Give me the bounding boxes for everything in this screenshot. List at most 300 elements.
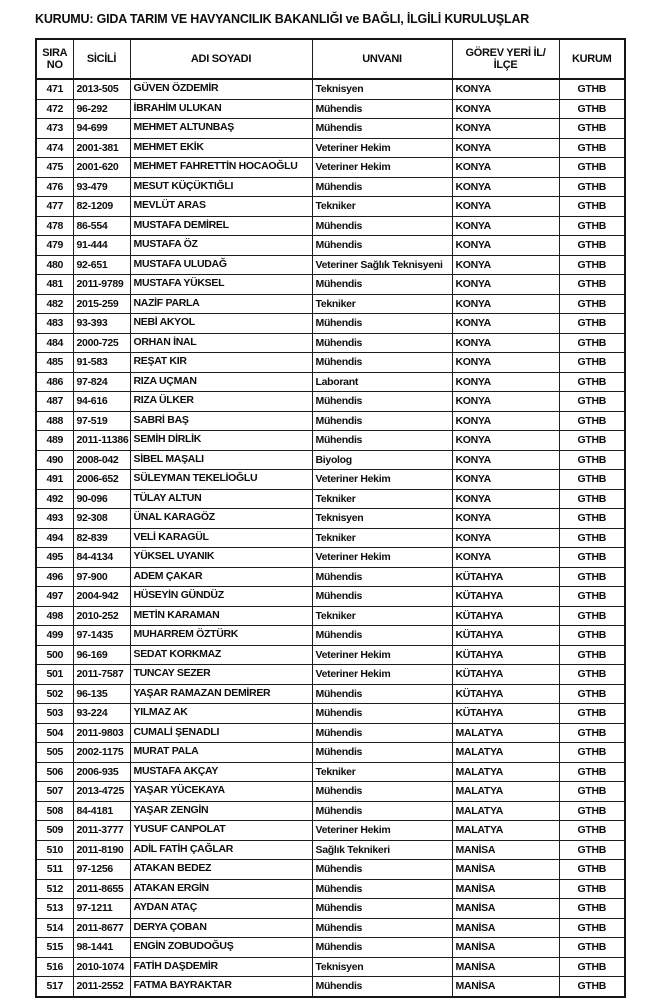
cell-sicil: 93-224: [73, 704, 130, 724]
table-row: [36, 665, 625, 685]
cell-kurum: GTHB: [559, 314, 625, 334]
cell-adi-soyadi: CUMALİ ŞENADLI: [130, 723, 312, 743]
cell-gorev-yeri: MALATYA: [452, 762, 559, 782]
table-row: [36, 119, 625, 139]
cell-unvani: Mühendis: [312, 431, 452, 451]
table-row: [36, 431, 625, 451]
table-row: [36, 392, 625, 412]
cell-sira-no: 493: [36, 509, 73, 529]
cell-sicil: 97-1435: [73, 626, 130, 646]
cell-gorev-yeri: MANİSA: [452, 918, 559, 938]
cell-unvani: Mühendis: [312, 918, 452, 938]
cell-gorev-yeri: MANİSA: [452, 840, 559, 860]
cell-kurum: GTHB: [559, 450, 625, 470]
cell-gorev-yeri: KONYA: [452, 236, 559, 256]
cell-sira-no: 491: [36, 470, 73, 490]
cell-unvani: Mühendis: [312, 860, 452, 880]
cell-sicil: 2001-381: [73, 138, 130, 158]
table-row: [36, 275, 625, 295]
table-row: [36, 567, 625, 587]
cell-gorev-yeri: KÜTAHYA: [452, 587, 559, 607]
cell-sira-no: 498: [36, 606, 73, 626]
cell-kurum: GTHB: [559, 821, 625, 841]
table-row: [36, 353, 625, 373]
cell-sicil: 90-096: [73, 489, 130, 509]
cell-sira-no: 506: [36, 762, 73, 782]
cell-gorev-yeri: KONYA: [452, 158, 559, 178]
cell-unvani: Mühendis: [312, 977, 452, 997]
cell-sira-no: 496: [36, 567, 73, 587]
cell-sicil: 2011-8655: [73, 879, 130, 899]
cell-gorev-yeri: MALATYA: [452, 801, 559, 821]
table-row: [36, 528, 625, 548]
table-row: [36, 99, 625, 119]
header-row: [36, 39, 625, 79]
cell-sira-no: 480: [36, 255, 73, 275]
cell-sira-no: 507: [36, 782, 73, 802]
cell-sicil: 2011-8190: [73, 840, 130, 860]
cell-sicil: 86-554: [73, 216, 130, 236]
cell-sira-no: 478: [36, 216, 73, 236]
cell-sira-no: 489: [36, 431, 73, 451]
cell-sira-no: 504: [36, 723, 73, 743]
cell-gorev-yeri: KONYA: [452, 255, 559, 275]
cell-unvani: Veteriner Hekim: [312, 138, 452, 158]
cell-unvani: Veteriner Hekim: [312, 665, 452, 685]
col-unvani: UNVANI: [312, 39, 452, 79]
cell-gorev-yeri: KÜTAHYA: [452, 606, 559, 626]
cell-kurum: GTHB: [559, 567, 625, 587]
cell-kurum: GTHB: [559, 938, 625, 958]
cell-kurum: GTHB: [559, 372, 625, 392]
cell-sicil: 94-699: [73, 119, 130, 139]
cell-adi-soyadi: SABRİ BAŞ: [130, 411, 312, 431]
cell-sicil: 96-135: [73, 684, 130, 704]
cell-unvani: Sağlık Teknikeri: [312, 840, 452, 860]
cell-sicil: 2011-2552: [73, 977, 130, 997]
table-row: [36, 216, 625, 236]
cell-gorev-yeri: KÜTAHYA: [452, 567, 559, 587]
cell-adi-soyadi: ADEM ÇAKAR: [130, 567, 312, 587]
table-row: [36, 470, 625, 490]
cell-adi-soyadi: YAŞAR ZENGİN: [130, 801, 312, 821]
cell-adi-soyadi: TÜLAY ALTUN: [130, 489, 312, 509]
cell-gorev-yeri: KONYA: [452, 275, 559, 295]
cell-sira-no: 481: [36, 275, 73, 295]
cell-sicil: 2011-3777: [73, 821, 130, 841]
cell-adi-soyadi: MUSTAFA YÜKSEL: [130, 275, 312, 295]
table-row: [36, 684, 625, 704]
cell-sicil: 82-839: [73, 528, 130, 548]
cell-unvani: Teknisyen: [312, 509, 452, 529]
cell-sira-no: 512: [36, 879, 73, 899]
cell-unvani: Mühendis: [312, 938, 452, 958]
cell-sira-no: 494: [36, 528, 73, 548]
cell-sira-no: 487: [36, 392, 73, 412]
cell-kurum: GTHB: [559, 294, 625, 314]
table-row: [36, 645, 625, 665]
cell-kurum: GTHB: [559, 801, 625, 821]
cell-gorev-yeri: KONYA: [452, 294, 559, 314]
table-row: [36, 197, 625, 217]
cell-sira-no: 513: [36, 899, 73, 919]
cell-adi-soyadi: ATAKAN BEDEZ: [130, 860, 312, 880]
cell-gorev-yeri: KONYA: [452, 411, 559, 431]
cell-unvani: Mühendis: [312, 333, 452, 353]
cell-unvani: Tekniker: [312, 606, 452, 626]
table-row: [36, 158, 625, 178]
table-row: [36, 314, 625, 334]
cell-gorev-yeri: MALATYA: [452, 782, 559, 802]
cell-sira-no: 517: [36, 977, 73, 997]
cell-gorev-yeri: KONYA: [452, 99, 559, 119]
cell-sira-no: 500: [36, 645, 73, 665]
table-row: [36, 918, 625, 938]
cell-sicil: 2004-942: [73, 587, 130, 607]
table-row: [36, 723, 625, 743]
cell-kurum: GTHB: [559, 138, 625, 158]
table-row: [36, 899, 625, 919]
cell-kurum: GTHB: [559, 743, 625, 763]
cell-kurum: GTHB: [559, 99, 625, 119]
cell-gorev-yeri: MANİSA: [452, 938, 559, 958]
cell-kurum: GTHB: [559, 119, 625, 139]
table-row: [36, 782, 625, 802]
cell-adi-soyadi: MUSTAFA DEMİREL: [130, 216, 312, 236]
cell-adi-soyadi: MEVLÜT ARAS: [130, 197, 312, 217]
cell-kurum: GTHB: [559, 957, 625, 977]
cell-kurum: GTHB: [559, 723, 625, 743]
cell-sira-no: 505: [36, 743, 73, 763]
cell-kurum: GTHB: [559, 216, 625, 236]
cell-kurum: GTHB: [559, 977, 625, 997]
cell-unvani: Mühendis: [312, 314, 452, 334]
cell-gorev-yeri: KONYA: [452, 177, 559, 197]
cell-sicil: 91-583: [73, 353, 130, 373]
cell-kurum: GTHB: [559, 762, 625, 782]
cell-sicil: 96-169: [73, 645, 130, 665]
cell-unvani: Mühendis: [312, 177, 452, 197]
table-row: [36, 860, 625, 880]
cell-kurum: GTHB: [559, 645, 625, 665]
table-row: [36, 957, 625, 977]
cell-unvani: Mühendis: [312, 626, 452, 646]
cell-unvani: Veteriner Hekim: [312, 158, 452, 178]
cell-sicil: 2010-1074: [73, 957, 130, 977]
cell-adi-soyadi: NAZİF PARLA: [130, 294, 312, 314]
cell-sira-no: 495: [36, 548, 73, 568]
cell-sira-no: 472: [36, 99, 73, 119]
cell-sira-no: 516: [36, 957, 73, 977]
cell-unvani: Mühendis: [312, 723, 452, 743]
cell-unvani: Mühendis: [312, 353, 452, 373]
table-row: [36, 606, 625, 626]
cell-kurum: GTHB: [559, 158, 625, 178]
col-sicil: SİCİLİ: [73, 39, 130, 79]
cell-sicil: 97-824: [73, 372, 130, 392]
cell-unvani: Veteriner Hekim: [312, 821, 452, 841]
cell-sicil: 2002-1175: [73, 743, 130, 763]
cell-unvani: Laborant: [312, 372, 452, 392]
cell-sicil: 2013-505: [73, 79, 130, 99]
cell-adi-soyadi: ENGİN ZOBUDOĞUŞ: [130, 938, 312, 958]
cell-kurum: GTHB: [559, 704, 625, 724]
cell-sicil: 92-651: [73, 255, 130, 275]
cell-sira-no: 490: [36, 450, 73, 470]
cell-sira-no: 471: [36, 79, 73, 99]
table-row: [36, 411, 625, 431]
cell-sicil: 92-308: [73, 509, 130, 529]
cell-sira-no: 477: [36, 197, 73, 217]
cell-sicil: 93-479: [73, 177, 130, 197]
cell-unvani: Tekniker: [312, 197, 452, 217]
cell-sicil: 2013-4725: [73, 782, 130, 802]
cell-kurum: GTHB: [559, 899, 625, 919]
cell-gorev-yeri: KONYA: [452, 197, 559, 217]
cell-sira-no: 497: [36, 587, 73, 607]
cell-unvani: Biyolog: [312, 450, 452, 470]
cell-gorev-yeri: KÜTAHYA: [452, 684, 559, 704]
cell-kurum: GTHB: [559, 606, 625, 626]
cell-sira-no: 509: [36, 821, 73, 841]
cell-sicil: 2011-9803: [73, 723, 130, 743]
cell-unvani: Veteriner Hekim: [312, 470, 452, 490]
cell-sicil: 97-900: [73, 567, 130, 587]
cell-adi-soyadi: MEHMET ALTUNBAŞ: [130, 119, 312, 139]
cell-gorev-yeri: KONYA: [452, 353, 559, 373]
cell-adi-soyadi: YUSUF CANPOLAT: [130, 821, 312, 841]
cell-sicil: 84-4134: [73, 548, 130, 568]
cell-adi-soyadi: TUNCAY SEZER: [130, 665, 312, 685]
cell-gorev-yeri: KONYA: [452, 79, 559, 99]
cell-kurum: GTHB: [559, 489, 625, 509]
cell-gorev-yeri: KÜTAHYA: [452, 704, 559, 724]
cell-sicil: 2011-11386: [73, 431, 130, 451]
cell-unvani: Mühendis: [312, 879, 452, 899]
cell-unvani: Mühendis: [312, 411, 452, 431]
col-kurum: KURUM: [559, 39, 625, 79]
cell-kurum: GTHB: [559, 548, 625, 568]
cell-sicil: 2015-259: [73, 294, 130, 314]
cell-adi-soyadi: SEMİH DİRLİK: [130, 431, 312, 451]
cell-adi-soyadi: SİBEL MAŞALI: [130, 450, 312, 470]
table-row: [36, 821, 625, 841]
cell-kurum: GTHB: [559, 782, 625, 802]
cell-unvani: Mühendis: [312, 567, 452, 587]
table-row: [36, 704, 625, 724]
cell-gorev-yeri: KONYA: [452, 509, 559, 529]
cell-sira-no: 486: [36, 372, 73, 392]
table-row: [36, 450, 625, 470]
cell-gorev-yeri: MANİSA: [452, 899, 559, 919]
cell-adi-soyadi: YAŞAR YÜCEKAYA: [130, 782, 312, 802]
cell-adi-soyadi: MURAT PALA: [130, 743, 312, 763]
cell-adi-soyadi: YAŞAR RAMAZAN DEMİRER: [130, 684, 312, 704]
cell-adi-soyadi: MUSTAFA ULUDAĞ: [130, 255, 312, 275]
cell-gorev-yeri: MANİSA: [452, 977, 559, 997]
cell-kurum: GTHB: [559, 860, 625, 880]
cell-gorev-yeri: KONYA: [452, 333, 559, 353]
table-row: [36, 333, 625, 353]
col-gorev-yeri: GÖREV YERİ İL/İLÇE: [452, 39, 559, 79]
cell-sicil: 93-393: [73, 314, 130, 334]
cell-gorev-yeri: KONYA: [452, 450, 559, 470]
cell-kurum: GTHB: [559, 333, 625, 353]
cell-sicil: 96-292: [73, 99, 130, 119]
cell-sicil: 98-1441: [73, 938, 130, 958]
cell-unvani: Veteriner Hekim: [312, 548, 452, 568]
table-row: [36, 762, 625, 782]
cell-sicil: 84-4181: [73, 801, 130, 821]
cell-unvani: Teknisyen: [312, 957, 452, 977]
table-row: [36, 743, 625, 763]
cell-sira-no: 510: [36, 840, 73, 860]
cell-sira-no: 508: [36, 801, 73, 821]
table-row: [36, 489, 625, 509]
cell-adi-soyadi: FATİH DAŞDEMİR: [130, 957, 312, 977]
cell-unvani: Mühendis: [312, 216, 452, 236]
cell-kurum: GTHB: [559, 392, 625, 412]
cell-kurum: GTHB: [559, 665, 625, 685]
cell-gorev-yeri: MANİSA: [452, 957, 559, 977]
cell-kurum: GTHB: [559, 431, 625, 451]
cell-sira-no: 485: [36, 353, 73, 373]
cell-kurum: GTHB: [559, 236, 625, 256]
cell-sicil: 2006-935: [73, 762, 130, 782]
cell-sicil: 2000-725: [73, 333, 130, 353]
cell-sira-no: 476: [36, 177, 73, 197]
cell-unvani: Teknisyen: [312, 79, 452, 99]
cell-sira-no: 483: [36, 314, 73, 334]
cell-sicil: 2010-252: [73, 606, 130, 626]
cell-adi-soyadi: DERYA ÇOBAN: [130, 918, 312, 938]
table-row: [36, 236, 625, 256]
cell-sira-no: 479: [36, 236, 73, 256]
cell-sicil: 2006-652: [73, 470, 130, 490]
cell-gorev-yeri: KÜTAHYA: [452, 626, 559, 646]
cell-sira-no: 488: [36, 411, 73, 431]
cell-sicil: 2011-8677: [73, 918, 130, 938]
cell-sira-no: 473: [36, 119, 73, 139]
cell-gorev-yeri: KÜTAHYA: [452, 665, 559, 685]
cell-sicil: 97-1256: [73, 860, 130, 880]
cell-kurum: GTHB: [559, 684, 625, 704]
cell-sira-no: 492: [36, 489, 73, 509]
cell-sira-no: 515: [36, 938, 73, 958]
cell-unvani: Mühendis: [312, 587, 452, 607]
cell-gorev-yeri: KONYA: [452, 528, 559, 548]
cell-gorev-yeri: KONYA: [452, 372, 559, 392]
table-row: [36, 138, 625, 158]
cell-sicil: 2011-9789: [73, 275, 130, 295]
table-row: [36, 977, 625, 997]
cell-gorev-yeri: MANİSA: [452, 860, 559, 880]
cell-kurum: GTHB: [559, 255, 625, 275]
cell-unvani: Mühendis: [312, 899, 452, 919]
cell-unvani: Mühendis: [312, 275, 452, 295]
col-sira-no: SIRA NO: [36, 39, 73, 79]
cell-unvani: Veteriner Sağlık Teknisyeni: [312, 255, 452, 275]
cell-gorev-yeri: KÜTAHYA: [452, 645, 559, 665]
personnel-table: [35, 38, 626, 998]
cell-adi-soyadi: MUHARREM ÖZTÜRK: [130, 626, 312, 646]
cell-kurum: GTHB: [559, 353, 625, 373]
cell-unvani: Mühendis: [312, 684, 452, 704]
cell-sira-no: 499: [36, 626, 73, 646]
cell-adi-soyadi: VELİ KARAGÜL: [130, 528, 312, 548]
cell-unvani: Veteriner Hekim: [312, 645, 452, 665]
table-row: [36, 79, 625, 99]
cell-gorev-yeri: MANİSA: [452, 879, 559, 899]
cell-sicil: 2001-620: [73, 158, 130, 178]
cell-gorev-yeri: KONYA: [452, 489, 559, 509]
cell-adi-soyadi: ÜNAL KARAGÖZ: [130, 509, 312, 529]
cell-sicil: 97-1211: [73, 899, 130, 919]
cell-kurum: GTHB: [559, 470, 625, 490]
cell-gorev-yeri: MALATYA: [452, 723, 559, 743]
table-row: [36, 801, 625, 821]
cell-sira-no: 503: [36, 704, 73, 724]
cell-sira-no: 475: [36, 158, 73, 178]
cell-gorev-yeri: MALATYA: [452, 743, 559, 763]
cell-gorev-yeri: KONYA: [452, 548, 559, 568]
table-header: [36, 39, 625, 79]
cell-sira-no: 501: [36, 665, 73, 685]
cell-unvani: Tekniker: [312, 294, 452, 314]
cell-adi-soyadi: MEHMET FAHRETTİN HOCAOĞLU: [130, 158, 312, 178]
cell-unvani: Mühendis: [312, 392, 452, 412]
cell-adi-soyadi: RIZA UÇMAN: [130, 372, 312, 392]
table-row: [36, 548, 625, 568]
cell-gorev-yeri: KONYA: [452, 431, 559, 451]
table-row: [36, 294, 625, 314]
cell-sira-no: 502: [36, 684, 73, 704]
cell-unvani: Mühendis: [312, 704, 452, 724]
cell-adi-soyadi: MEHMET EKİK: [130, 138, 312, 158]
cell-adi-soyadi: ORHAN İNAL: [130, 333, 312, 353]
cell-sicil: 91-444: [73, 236, 130, 256]
cell-gorev-yeri: KONYA: [452, 392, 559, 412]
cell-sicil: 94-616: [73, 392, 130, 412]
cell-sicil: 82-1209: [73, 197, 130, 217]
cell-kurum: GTHB: [559, 528, 625, 548]
table-row: [36, 626, 625, 646]
cell-unvani: Mühendis: [312, 801, 452, 821]
cell-adi-soyadi: MESUT KÜÇÜKTIĞLI: [130, 177, 312, 197]
col-adi-soyadi: ADI SOYADI: [130, 39, 312, 79]
cell-sira-no: 484: [36, 333, 73, 353]
table-row: [36, 255, 625, 275]
cell-sira-no: 511: [36, 860, 73, 880]
cell-kurum: GTHB: [559, 509, 625, 529]
cell-sicil: 97-519: [73, 411, 130, 431]
document-title: KURUMU: GIDA TARIM VE HAVYANCILIK BAKANLIĞI ve BAĞLI, İLGİLİ KURULUŞLAR: [35, 12, 530, 26]
cell-sicil: 2011-7587: [73, 665, 130, 685]
cell-gorev-yeri: KONYA: [452, 314, 559, 334]
cell-gorev-yeri: KONYA: [452, 470, 559, 490]
cell-kurum: GTHB: [559, 275, 625, 295]
cell-kurum: GTHB: [559, 177, 625, 197]
cell-kurum: GTHB: [559, 840, 625, 860]
cell-unvani: Mühendis: [312, 236, 452, 256]
cell-adi-soyadi: FATMA BAYRAKTAR: [130, 977, 312, 997]
cell-kurum: GTHB: [559, 411, 625, 431]
cell-adi-soyadi: MUSTAFA AKÇAY: [130, 762, 312, 782]
cell-kurum: GTHB: [559, 587, 625, 607]
cell-gorev-yeri: KONYA: [452, 216, 559, 236]
cell-adi-soyadi: RIZA ÜLKER: [130, 392, 312, 412]
table-row: [36, 840, 625, 860]
